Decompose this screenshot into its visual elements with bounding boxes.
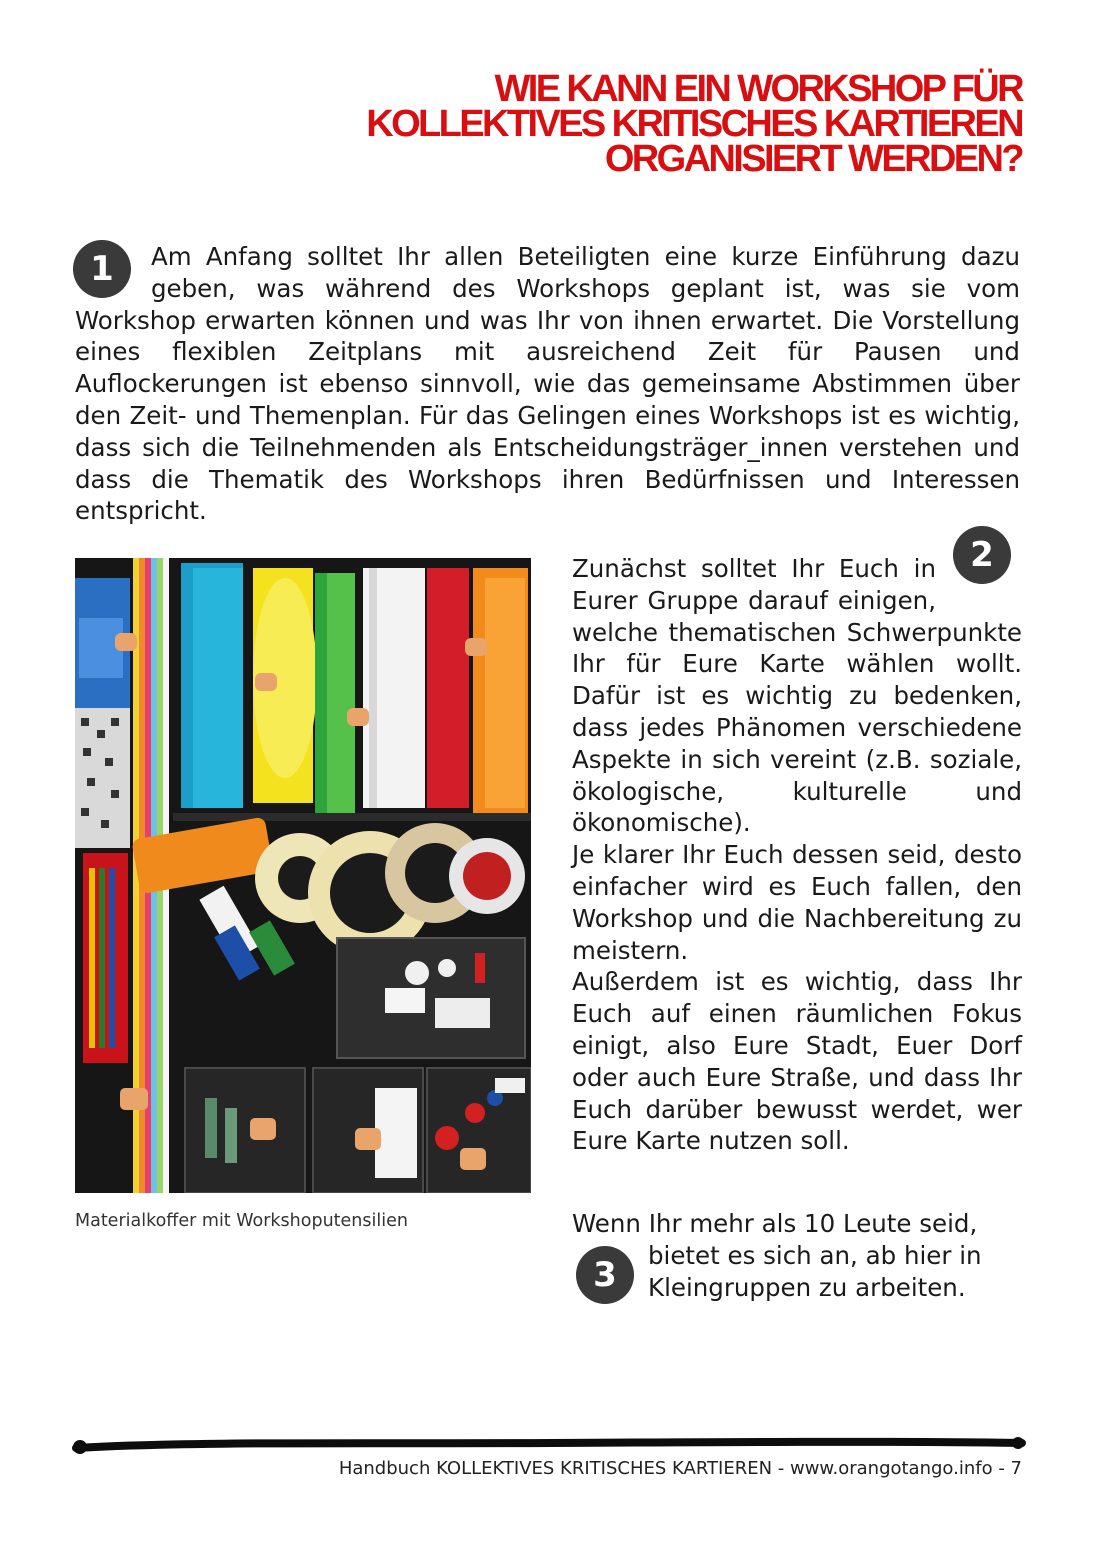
page-title	[222, 68, 1022, 180]
step-2-text-b: Je klarer Ihr Euch dessen seid, desto einfacher wird es Euch fallen, den Workshop und die Nachbereitung zu meistern.	[572, 840, 1022, 965]
title-line-1: WIE KANN EIN WORKSHOP FÜR	[494, 68, 1022, 110]
materials-case-photo	[75, 558, 531, 1193]
step-1-paragraph	[75, 241, 1020, 527]
step-2-paragraph	[572, 553, 1022, 1157]
step-2-text-a: Zunächst solltet Ihr Euch in Eurer Gruppe darauf einigen, welche thematischen Schwerpunkte Ihr für Eure Karte wählen wollt. Dafür ist es wichtig zu bedenken, dass jedes Phänomen verschiedene Aspekte in sich vereint (z.B. soziale, ökologische, kulturelle und ökonomische).	[572, 554, 1022, 838]
footer-rule	[72, 1432, 1028, 1456]
step-2-badge: 2	[953, 526, 1011, 584]
step-3-line-2: bietet es sich an, ab hier in	[648, 1240, 982, 1270]
photo-caption: Materialkoffer mit Workshoputensilien	[75, 1211, 408, 1231]
materials-case-illustration	[75, 558, 531, 1193]
step-1-text: Am Anfang solltet Ihr allen Beteiligten eine kurze Einführung dazu geben, was während des Workshops geplant ist, was sie vom Workshop erwarten können und was Ihr von ihnen erwartet. Die Vorstellung eines flexiblen Zeitplans mit ausreichend Zeit für Pausen und Auflockerungen ist ebenso sinnvoll, wie das gemeinsame Abstimmen über den Zeit- und Themenplan. Für das Gelingen eines Workshops ist es wichtig, dass sich die Teilnehmenden als Entscheidungsträger_innen verstehen und dass die Thematik des Workshops ihren Bedürfnissen und Interessen entspricht.	[75, 242, 1020, 526]
step-3-paragraph	[572, 1208, 1022, 1303]
step-3-line-3: Kleingruppen zu arbeiten.	[648, 1272, 966, 1302]
step-3-line-1: Wenn Ihr mehr als 10 Leute seid,	[572, 1209, 978, 1238]
step-2-text-c: Außerdem ist es wichtig, dass Ihr Euch auf einen räumlichen Fokus einigt, also Eure Stadt, Euer Dorf oder auch Eure Straße, und dass Ihr Euch darüber bewusst werdet, wer Eure Karte nutzen soll.	[572, 967, 1022, 1156]
step-1-badge: 1	[73, 240, 131, 298]
title-line-3: ORGANISIERT WERDEN?	[604, 138, 1022, 180]
step-3-badge: 3	[576, 1246, 634, 1304]
footer-text: Handbuch KOLLEKTIVES KRITISCHES KARTIEREN - www.orangotango.info - 7	[338, 1458, 1022, 1479]
title-line-2: KOLLEKTIVES KRITISCHES KARTIEREN	[366, 103, 1022, 145]
